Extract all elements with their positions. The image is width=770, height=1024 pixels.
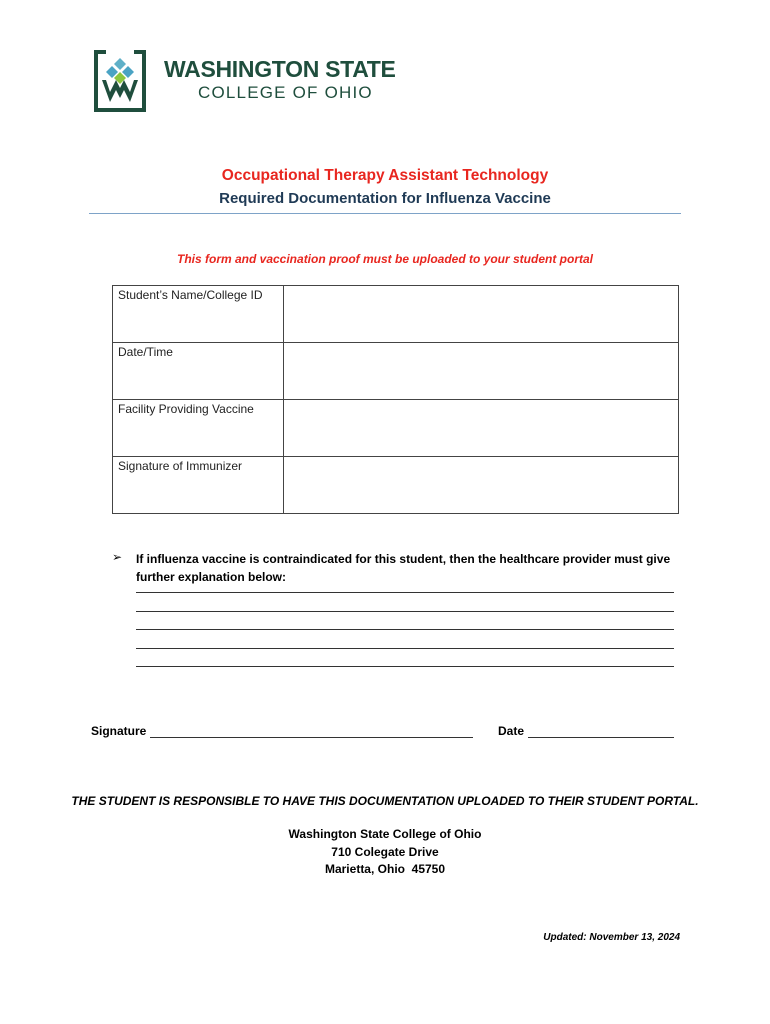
- student-name-label: Student’s Name/College ID: [113, 286, 284, 343]
- address-line: Washington State College of Ohio: [288, 827, 482, 841]
- immunizer-signature-label: Signature of Immunizer: [113, 457, 284, 514]
- explanation-line[interactable]: [136, 592, 674, 593]
- address-line: 710 Colegate Drive: [331, 844, 439, 859]
- facility-field[interactable]: [284, 400, 679, 457]
- immunizer-signature-field[interactable]: [284, 457, 679, 514]
- explanation-line[interactable]: [136, 666, 674, 667]
- college-logo-icon: [90, 46, 150, 116]
- explanation-lines[interactable]: [136, 592, 674, 685]
- form-row: [113, 286, 679, 343]
- program-title: Occupational Therapy Assistant Technology: [221, 167, 549, 184]
- date-line[interactable]: [528, 737, 674, 738]
- form-row: [113, 343, 679, 400]
- signature-line[interactable]: [150, 737, 473, 738]
- logo-title: WASHINGTON STATE: [164, 56, 396, 82]
- explanation-line[interactable]: [136, 648, 674, 649]
- college-logo: [90, 46, 410, 118]
- student-name-field[interactable]: [284, 286, 679, 343]
- facility-label: Facility Providing Vaccine: [113, 400, 284, 457]
- explanation-line[interactable]: [136, 611, 674, 612]
- address-line: Marietta, Ohio 45750: [324, 862, 446, 876]
- college-address: [0, 826, 770, 879]
- document-title: Required Documentation for Influenza Vaccine: [219, 190, 551, 207]
- contraindication-text: If influenza vaccine is contraindicated for this student, then the healthcare provider must give further explanation below:: [136, 552, 671, 584]
- vaccine-form-table: [112, 285, 679, 514]
- signature-label: Signature: [91, 724, 147, 738]
- logo-subtitle: COLLEGE OF OHIO: [198, 83, 373, 102]
- date-time-field[interactable]: [284, 343, 679, 400]
- title-divider: [89, 213, 681, 214]
- date-label: Date: [498, 724, 525, 738]
- updated-date: Updated: November 13, 2024: [543, 932, 680, 943]
- form-row: [113, 400, 679, 457]
- responsibility-notice: THE STUDENT IS RESPONSIBLE TO HAVE THIS DOCUMENTATION UPLOADED TO THEIR STUDENT PORTAL.: [71, 794, 699, 808]
- upload-instruction: This form and vaccination proof must be uploaded to your student portal: [176, 252, 594, 266]
- explanation-line[interactable]: [136, 629, 674, 630]
- arrow-bullet-icon: ➢: [112, 550, 123, 564]
- date-time-label: Date/Time: [113, 343, 284, 400]
- form-row: [113, 457, 679, 514]
